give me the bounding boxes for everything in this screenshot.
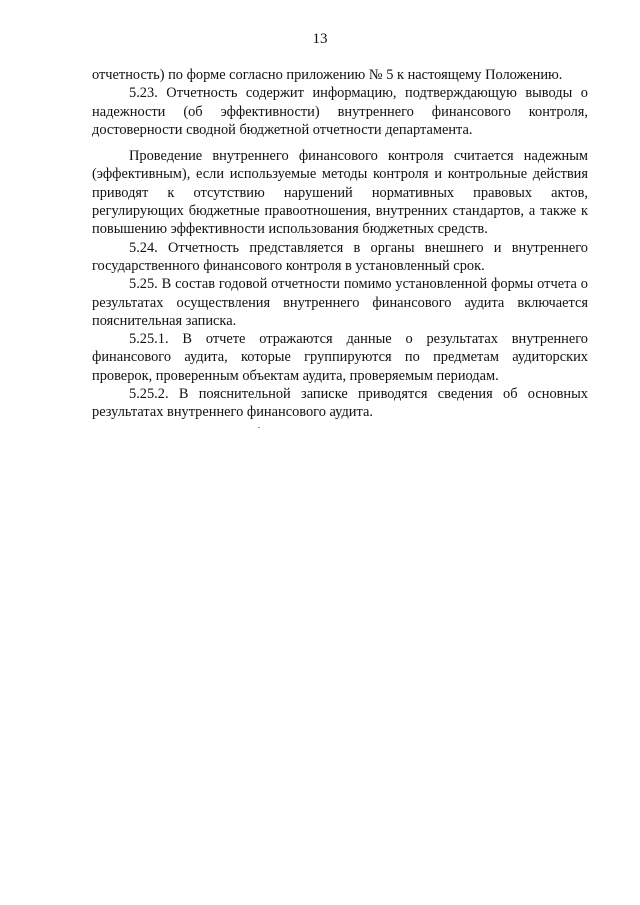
paragraph-5-25-1: 5.25.1. В отчете отражаются данные о результатах внутреннего финансового аудита, которые группируются по предметам аудиторских проверок, проверенным объектам аудита, проверяемым периодам. [92, 331, 588, 384]
paragraph-5-25-2: 5.25.2. В пояснительной записке приводятся сведения об основных результатах внутреннего финансового аудита. [92, 386, 588, 421]
paragraph-control-reliability: Проведение внутреннего финансового контроля считается надежным (эффективным), если используемые методы контроля и контрольные действия приводят к отсутствию нарушений нормативных правовых актов, регулирующих бюджетные правоотношения, внутренних стандартов, а также к повышению эффективности использования бюджетных средств. [92, 148, 588, 238]
page-number: 13 [312, 31, 328, 47]
document-body [92, 66, 588, 422]
paragraph-continuation: отчетность) по форме согласно приложению № 5 к настоящему Положению. [92, 67, 563, 83]
scan-artifact-dot [258, 427, 260, 428]
paragraph-5-25: 5.25. В состав годовой отчетности помимо установленной формы отчета о результатах осуществления внутреннего финансового аудита включается пояснительная записка. [92, 276, 588, 329]
paragraph-5-23: 5.23. Отчетность содержит информацию, подтверждающую выводы о надежности (об эффективности) внутреннего финансового контроля, достоверности сводной бюджетной отчетности департамента. [92, 85, 588, 138]
paragraph-5-24: 5.24. Отчетность представляется в органы внешнего и внутреннего государственного финансового контроля в установленный срок. [92, 239, 588, 274]
